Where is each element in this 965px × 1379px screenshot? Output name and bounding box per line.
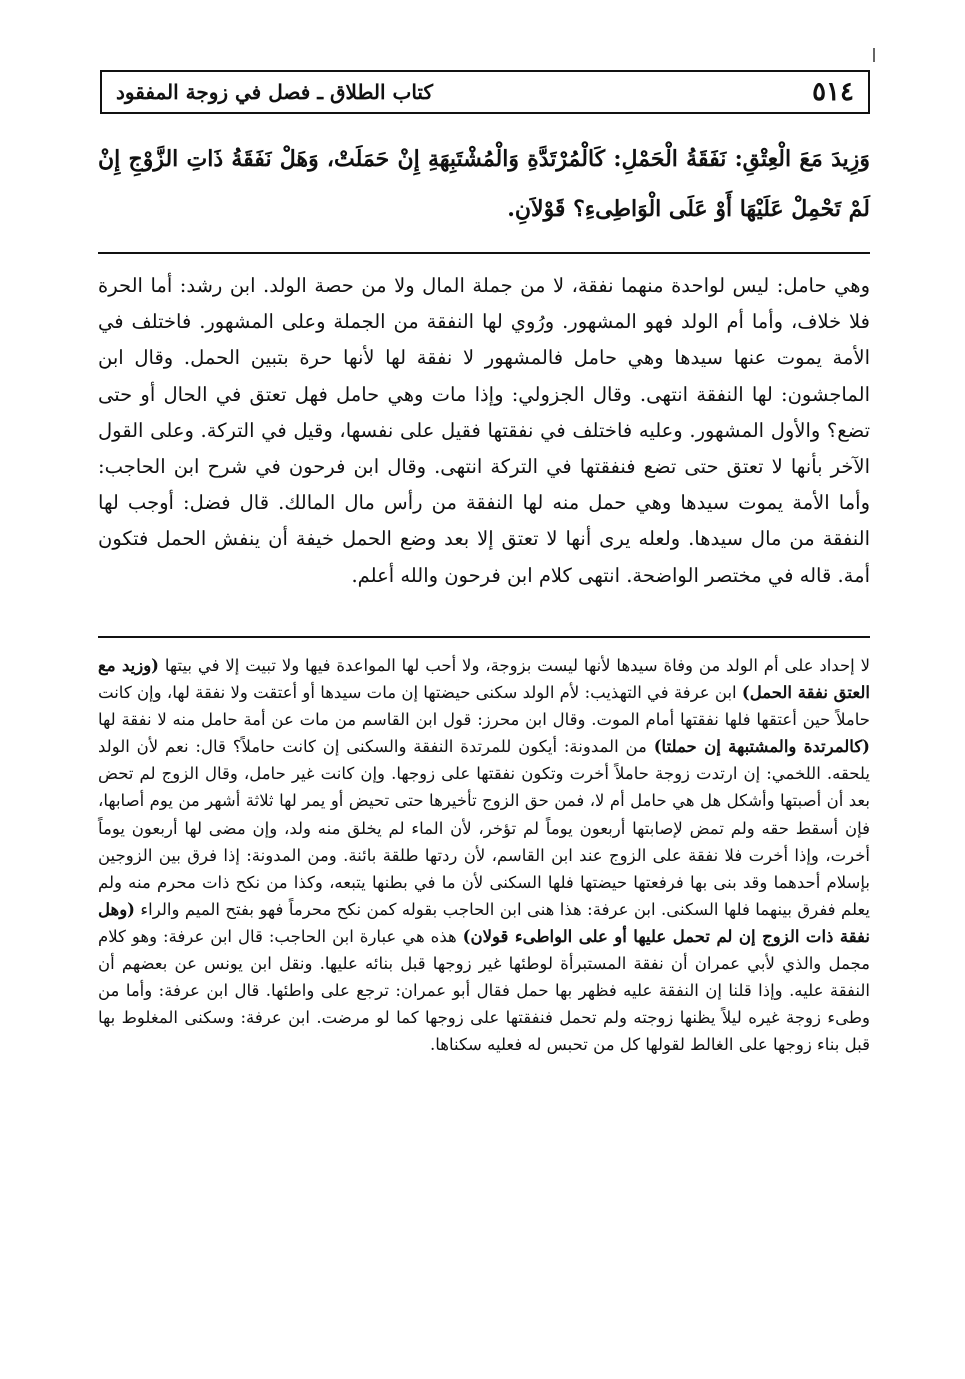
hashiya-quote: (وهل نفقة ذات الزوج إن لم تحمل عليها أو على الواطىء قولان) [98,899,870,946]
hashiya-segment: ابن عرفة في التهذيب: لأم الولد سكنى حيضتها إن مات سيدها أو أعتقت ولا نفقة لها، وإن كانت حاملاً حين أعتقها فلها نفقتها أمام الموت. وقال ابن محرز: قول ابن القاسم من مات عن أمة حامل منه لا نفقة لها [98,683,870,730]
page-edge-mark [873,48,875,62]
hashiya-segment: لا إحداد على أم الولد من وفاة سيدها لأنها ليست بزوجة، ولا أحب لها المواعدة فيها ولا تبيت إلا في بيتها [158,656,870,675]
matn-text: وَزِيدَ مَعَ الْعِتْقِ: نَفَقَةُ الْحَمْلِ: كَالْمُرْتَدَّةِ وَالْمُشْتَبِهَةِ إِنْ حَمَلَتْ، وَهَلْ نَفَقَةُ ذَاتِ الزَّوْجِ إِنْ لَمْ تَحْمِلْ عَلَيْهَا أَوْ عَلَى الْوَاطِىءِ؟ قَوْلاَنِ. [98,146,870,222]
hashiya-quote: (وزيد مع العتق نفقة الحمل) [98,656,870,703]
hashiya-text [98,652,870,1058]
page-header [100,70,870,114]
page-number: ٥١٤ [812,77,854,107]
divider-rule [98,636,870,638]
divider-rule [98,252,870,254]
hashiya-quote: (كالمرتدة والمشتبهة إن حملتا) [653,737,870,757]
hashiya-segment: هذه هي عبارة ابن الحاجب: قال ابن عرفة: وهو كلام مجمل والذي لأبي عمران أن نفقة المستبرأة لوطئها غير زوجها قبل بنائه عليها. ونقل ابن يونس عن بعضهم أن النفقة عليه. وإذا قلنا إن النفقة عليه فظهر بها حمل فقال أبو عمران: ترجع على واطئها. قال ابن عرفة: وأما من وطىء زوجة غيره ليلاً يظنها زوجته ولم تحمل فنفقتها على زوجها كما لو مرضت. ابن عرفة: وسكنى المغلوط بها قبل بناء زوجها على الغالط لقولها كل من تحبس له فعليه سكناها. [98,926,870,1055]
hashiya-segment: من المدونة: أيكون للمرتدة النفقة والسكنى إن كانت حاملاً؟ قال: نعم لأن الولد يلحقه. اللخمي: إن ارتدت زوجة حاملاً أخرت وتكون نفقتها على زوجها. وإن كانت غير حامل، وقال الزوج لم تحض بعد أن أصبتها وأشكل هل هي حامل أم لا، فمن حق الزوج تأخيرها حتى تحيض أو يمر لها ثلاثة أشهر من يوم أصابها، فإن أسقط حقه ولم تمض لإصابتها أربعون يوماً لم تؤخر، لأن الماء لم يخلق منه ولد، وإن مضى لها أربعون يوماً أخرت، وإذا أخرت فلا نفقة على الزوج عند ابن القاسم، لأن ردتها طلقة بائنة. ومن المدونة: إذا فرق بين الزوجين بإسلام أحدهما وقد بنى بها فرفعتها حيضتها فلها السكنى لأن ما في بطنها يتبعه، وكذا من نكح ذات محرم منه ولم يعلم ففرق بينهما فلها السكنى. ابن عرفة: هذا هنى ابن الحاجب بقوله كمن نكح محرماً فهو بفتح الميم والراء [98,737,870,919]
running-title: كتاب الطلاق ـ فصل في زوجة المفقود [116,80,433,104]
sharh-text: وهي حامل: ليس لواحدة منهما نفقة، لا من جملة المال ولا من حصة الولد. ابن رشد: أما الحرة فلا خلاف، وأما أم الولد فهو المشهور. ورُوي لها النفقة من الجملة وعلى المشهور. فاختلف في الأمة يموت عنها سيدها وهي حامل فالمشهور لا نفقة لها لأنها حرة بتبين الحمل. وقال ابن الماجشون: لها النفقة انتهى. وقال الجزولي: وإذا مات وهي حامل فهل تعتق في الحال أو حتى تضع؟ والأول المشهور. وعليه فاختلف في نفقتها فقيل على نفسها، وقيل في التركة. وعلى القول الآخر بأنها لا تعتق حتى تضع فنفقتها في التركة انتهى. وقال ابن فرحون في شرح ابن الحاجب: وأما الأمة يموت سيدها وهي حمل منه لها النفقة من رأس مال المالك. قال فضل: أوجب لها النفقة من مال سيدها. ولعله يرى أنها لا تعتق إلا بعد وضع الحمل خيفة أن ينفش الحمل فتكون أمة. قاله في مختصر الواضحة. انتهى كلام ابن فرحون والله أعلم. [98,274,870,587]
